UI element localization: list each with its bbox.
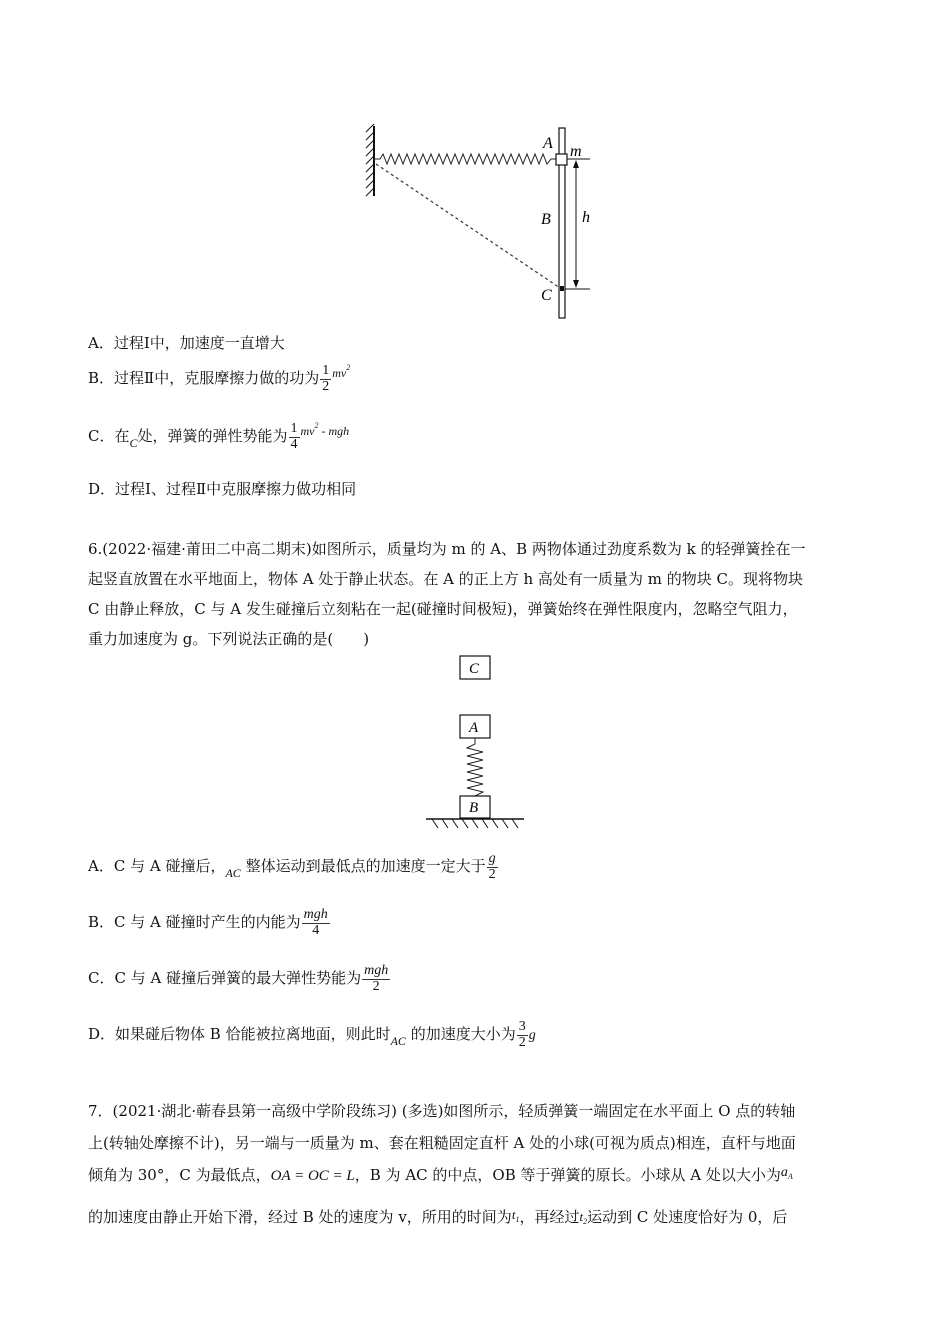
q7-line-1: 7．(2021·湖北·蕲春县第一高级中学阶段练习) (多选)如图所示，轻质弹簧一端固定在水平面上 O 点的转轴: [88, 1102, 796, 1120]
q5-option-c: [88, 422, 349, 452]
frac-den: 2: [372, 978, 380, 994]
q7-line3-a: 倾角为 30°，C 为最低点，: [88, 1166, 271, 1184]
frac-num: mgh: [303, 907, 328, 922]
q5-c-expr: mv2 - mgh: [300, 421, 350, 439]
q7-line-2: 上(转轴处摩擦不计)，另一端与一质量为 m、套在粗糙固定直杆 A 处的小球(可视为质点)相连，直杆与地面: [88, 1134, 796, 1152]
arrow-up: [573, 160, 579, 168]
frac-den: 4: [312, 922, 320, 938]
block-a-label: A: [469, 720, 479, 736]
q6-d-prefix: D．如果碰后物体 B 恰能被拉离地面，则此时: [88, 1025, 391, 1044]
block-b-label: B: [469, 800, 479, 816]
q5-c-mid: 处，弹簧的弹性势能为: [137, 427, 288, 446]
q6-d-tail: g: [528, 1028, 536, 1044]
q5-option-a: A．过程Ⅰ中，加速度一直增大: [88, 334, 285, 352]
q5-b-prefix: B．过程Ⅱ中，克服摩擦力做的功为: [88, 369, 320, 388]
q6-a-fraction: [487, 852, 498, 882]
frac-den: 2: [518, 1034, 526, 1050]
q6-b-prefix: B．C 与 A 碰撞时产生的内能为: [88, 913, 301, 932]
frac-den: 2: [488, 866, 496, 882]
wall-hatch: [366, 124, 374, 196]
q5-b-fraction: [320, 364, 331, 394]
q6-d-fraction: [517, 1020, 528, 1050]
q7-line3-eq: OA = OC = L: [270, 1168, 355, 1184]
q6-line-4: 重力加速度为 g。下列说法正确的是( ): [88, 630, 370, 648]
q5-c-prefix: C．在: [88, 427, 130, 446]
q7-line3-c: ，B 为 AC 的中点，OB 等于弹簧的原长。小球从 A 处以大小为: [354, 1166, 781, 1184]
q6-line-1: 6.(2022·福建·莆田二中高二期末)如图所示，质量均为 m 的 A、B 两物体通过劲度系数为 k 的轻弹簧拴在一: [88, 540, 806, 558]
frac-num: 1: [290, 421, 298, 436]
q6-line-2: 起竖直放置在水平地面上，物体 A 处于静止状态。在 A 的正上方 h 高处有一质量为 m 的物块 C。现将物块: [88, 570, 803, 588]
q6-option-c: [88, 964, 391, 994]
q5-b-expr: mv2: [332, 363, 351, 381]
figure-spring-rod: [360, 118, 600, 323]
q6-line-3: C 由静止释放，C 与 A 发生碰撞后立刻粘在一起(碰撞时间极短)，弹簧始终在弹性限度内，忽略空气阻力，: [88, 600, 798, 618]
frac-num: g: [488, 851, 496, 866]
q6-a-var: AC: [225, 866, 241, 881]
block-c-label: C: [469, 661, 480, 677]
frac-num: mgh: [364, 963, 389, 978]
q6-a-mid: 整体运动到最低点的加速度一定大于: [240, 857, 486, 876]
frac-num: 3: [518, 1019, 526, 1034]
q5-c-var: C: [129, 436, 138, 451]
q7-t1: $t_1$: [511, 1207, 520, 1224]
label-c: C: [541, 287, 552, 304]
figure-blocks: [420, 652, 530, 834]
q7-line4-a: 的加速度由静止开始下滑，经过 B 处的速度为 v，所用的时间为: [88, 1208, 512, 1226]
label-b: B: [541, 211, 551, 228]
spring-vertical: [467, 738, 483, 796]
q6-d-var: AC: [390, 1034, 406, 1049]
q6-option-a: [88, 852, 499, 882]
frac-den: 2: [322, 378, 330, 394]
q5-option-d: D．过程Ⅰ、过程Ⅱ中克服摩擦力做功相同: [88, 480, 357, 498]
label-h: h: [582, 209, 590, 226]
q6-d-mid: 的加速度大小为: [405, 1025, 516, 1044]
label-a: A: [543, 135, 553, 152]
frac-den: 4: [290, 436, 298, 452]
q5-c-fraction: [289, 422, 300, 452]
q7-line4-c: 运动到 C 处速度恰好为 0，后: [587, 1208, 788, 1226]
arrow-down: [573, 280, 579, 288]
q6-option-d: [88, 1020, 536, 1050]
q7-line4-b: ，再经过: [519, 1208, 580, 1226]
q6-b-fraction: [302, 908, 330, 938]
label-m: m: [570, 143, 582, 160]
q7-line-3: [88, 1164, 793, 1185]
spring: [374, 154, 558, 164]
q6-a-prefix: A．C 与 A 碰撞后，: [88, 857, 226, 876]
q7-t2: $t_2$: [579, 1209, 588, 1226]
block-m: [556, 154, 567, 165]
dashed-line: [376, 164, 560, 288]
q6-option-b: [88, 908, 331, 938]
frac-num: 1: [322, 363, 330, 378]
ground-hatch: [432, 819, 518, 828]
q6-c-fraction: [362, 964, 390, 994]
q6-c-prefix: C．C 与 A 碰撞后弹簧的最大弹性势能为: [88, 969, 362, 988]
point-c: [560, 286, 564, 291]
q7-line-4: [88, 1206, 787, 1227]
q7-accel-var: $a_A$: [780, 1165, 793, 1181]
q5-option-b: [88, 364, 350, 394]
